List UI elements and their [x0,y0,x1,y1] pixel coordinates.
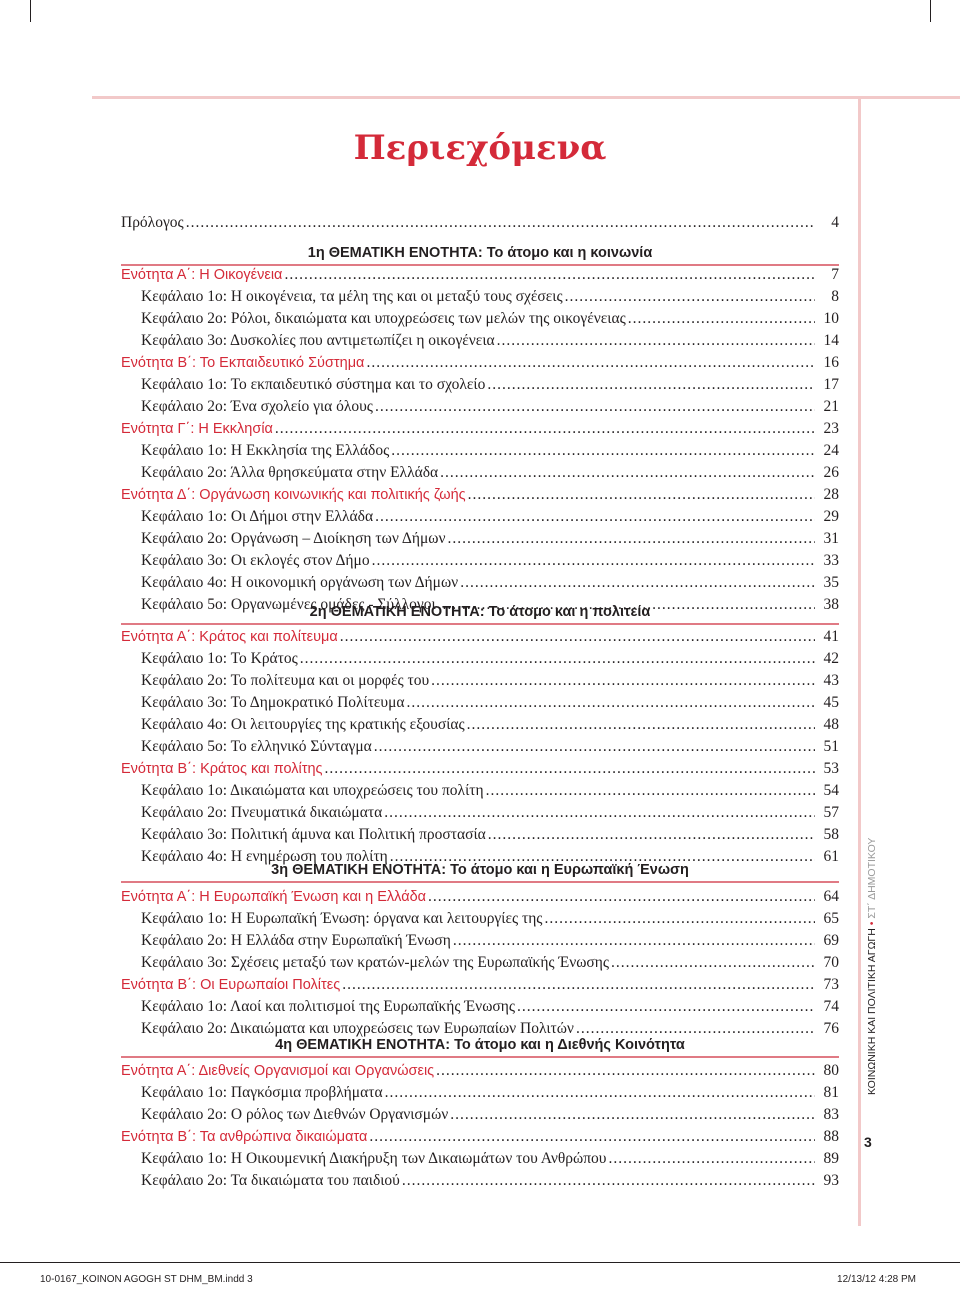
toc-chapter: Κεφάλαιο 1ο: Λαοί και πολιτισμοί της Ευρωπαϊκής Ένωσης ..... 74 [121,996,839,1016]
toc-chapter: Κεφάλαιο 1ο: Οι Δήμοι στην Ελλάδα ..... 29 [121,506,839,526]
toc-unit: Ενότητα Β΄: Κράτος και πολίτης ..... 53 [121,758,839,778]
toc-chapter: Κεφάλαιο 1ο: Το Κράτος ..... 42 [121,648,839,668]
toc-chapter: Κεφάλαιο 5ο: Οργανωμένες ομάδες - Σύλλογοι ..... 38 [121,594,839,614]
toc-chapter: Κεφάλαιο 2ο: Άλλα θρησκεύματα στην Ελλάδα ..... 26 [121,462,839,482]
toc-chapter: Κεφάλαιο 3ο: Οι εκλογές στον Δήμο ..... 33 [121,550,839,570]
crop-mark-top-left [30,0,31,22]
toc-chapter: Κεφάλαιο 1ο: Η Ευρωπαϊκή Ένωση: όργανα και λειτουργίες της ..... 65 [121,908,839,928]
toc-chapter: Κεφάλαιο 2ο: Η Ελλάδα στην Ευρωπαϊκή Ένωση ..... 69 [121,930,839,950]
toc-chapter: Κεφάλαιο 2ο: Οργάνωση – Διοίκηση των Δήμων ..... 31 [121,528,839,548]
toc-chapter: Κεφάλαιο 4ο: Η ενημέρωση του πολίτη ..... 61 [121,846,839,866]
slug-timestamp: 12/13/12 4:28 PM [837,1274,916,1285]
header-rule [92,96,960,99]
toc-chapter: Κεφάλαιο 3ο: Δυσκολίες που αντιμετωπίζει η οικογένεια ..... 14 [121,330,839,350]
toc-unit: Ενότητα Α΄: Κράτος και πολίτευμα ..... 41 [121,626,839,646]
toc-unit: Ενότητα Β΄: Το Εκπαιδευτικό Σύστημα ..... 16 [121,352,839,372]
toc-unit: Ενότητα Α΄: Διεθνείς Οργανισμοί και Οργανώσεις ..... 80 [121,1060,839,1080]
toc-chapter: Κεφάλαιο 1ο: Παγκόσμια προβλήματα ..... 81 [121,1082,839,1102]
toc-unit: Ενότητα Β΄: Οι Ευρωπαίοι Πολίτες ..... 73 [121,974,839,994]
toc-chapter: Κεφάλαιο 3ο: Πολιτική άμυνα και Πολιτική προστασία ..... 58 [121,824,839,844]
toc-chapter: Κεφάλαιο 2ο: Ένα σχολείο για όλους ..... 21 [121,396,839,416]
toc-chapter: Κεφάλαιο 2ο: Ρόλοι, δικαιώματα και υποχρεώσεις των μελών της οικογένειας ..... 10 [121,308,839,328]
toc-chapter: Κεφάλαιο 5ο: Το ελληνικό Σύνταγμα ..... 51 [121,736,839,756]
toc-unit: Ενότητα Α΄: Η Οικογένεια ..... 7 [121,264,839,284]
toc-chapter: Κεφάλαιο 1ο: Η οικογένεια, τα μέλη της και οι μεταξύ τους σχέσεις ..... 8 [121,286,839,306]
toc-unit: Ενότητα Δ΄: Οργάνωση κοινωνικής και πολιτικής ζωής ..... 28 [121,484,839,504]
theme-heading-3: 3η ΘΕΜΑΤΙΚΗ ΕΝΟΤΗΤΑ: Το άτομο και η Ευρωπαϊκή Ένωση [121,859,839,881]
toc-chapter: Κεφάλαιο 2ο: Δικαιώματα και υποχρεώσεις των Ευρωπαίων Πολιτών ..... 76 [121,1018,839,1038]
toc-chapter: Κεφάλαιο 1ο: Δικαιώματα και υποχρεώσεις του πολίτη ..... 54 [121,780,839,800]
margin-rule [858,96,861,1226]
toc-chapter: Κεφάλαιο 1ο: Η Οικουμενική Διακήρυξη των Δικαιωμάτων του Ανθρώπου ..... 89 [121,1148,839,1168]
toc-unit: Ενότητα Β΄: Τα ανθρώπινα δικαιώματα ..... 88 [121,1126,839,1146]
toc-chapter: Κεφάλαιο 1ο: Η Εκκλησία της Ελλάδος ..... 24 [121,440,839,460]
toc-chapter: Κεφάλαιο 4ο: Η οικονομική οργάνωση των Δήμων ..... 35 [121,572,839,592]
toc-chapter: Κεφάλαιο 3ο: Το Δημοκρατικό Πολίτευμα ..... 45 [121,692,839,712]
print-slug [0,1262,960,1289]
toc-unit: Ενότητα Γ΄: Η Εκκλησία ..... 23 [121,418,839,438]
toc-unit: Ενότητα Α΄: Η Ευρωπαϊκή Ένωση και η Ελλάδα ..... 64 [121,886,839,906]
running-side-text: ΚΟΙΝΩΝΙΚΗ ΚΑΙ ΠΟΛΙΤΙΚΗ ΑΓΩΓΗ • ΣΤ΄ ΔΗΜΟΤΙΚΟΥ [866,837,878,1095]
toc-chapter: Κεφάλαιο 2ο: Τα δικαιώματα του παιδιού ..... 93 [121,1170,839,1190]
slug-filename: 10-0167_KOINON AGOGH ST DHM_BM.indd 3 [40,1274,253,1285]
theme-heading-2: 2η ΘΕΜΑΤΙΚΗ ΕΝΟΤΗΤΑ: Το άτομο και η πολιτεία [121,601,839,623]
toc-chapter: Κεφάλαιο 1ο: Το εκπαιδευτικό σύστημα και το σχολείο ..... 17 [121,374,839,394]
page-number: 3 [864,1134,872,1150]
page-title: Περιεχόμενα [353,128,607,168]
theme-heading-4: 4η ΘΕΜΑΤΙΚΗ ΕΝΟΤΗΤΑ: Το άτομο και η Διεθνής Κοινότητα [121,1034,839,1056]
toc-chapter: Κεφάλαιο 2ο: Ο ρόλος των Διεθνών Οργανισμών ..... 83 [121,1104,839,1124]
toc-chapter: Κεφάλαιο 2ο: Το πολίτευμα και οι μορφές του ..... 43 [121,670,839,690]
toc-chapter: Κεφάλαιο 4ο: Οι λειτουργίες της κρατικής εξουσίας ..... 48 [121,714,839,734]
toc-chapter: Κεφάλαιο 2ο: Πνευματικά δικαιώματα ..... 57 [121,802,839,822]
toc-chapter: Κεφάλαιο 3ο: Σχέσεις μεταξύ των κρατών-μελών της Ευρωπαϊκής Ένωσης ..... 70 [121,952,839,972]
toc-entry-prologue: Πρόλογος ..... 4 [121,212,839,232]
crop-mark-top-right [930,0,931,22]
theme-heading-1: 1η ΘΕΜΑΤΙΚΗ ΕΝΟΤΗΤΑ: Το άτομο και η κοινωνία [121,242,839,264]
